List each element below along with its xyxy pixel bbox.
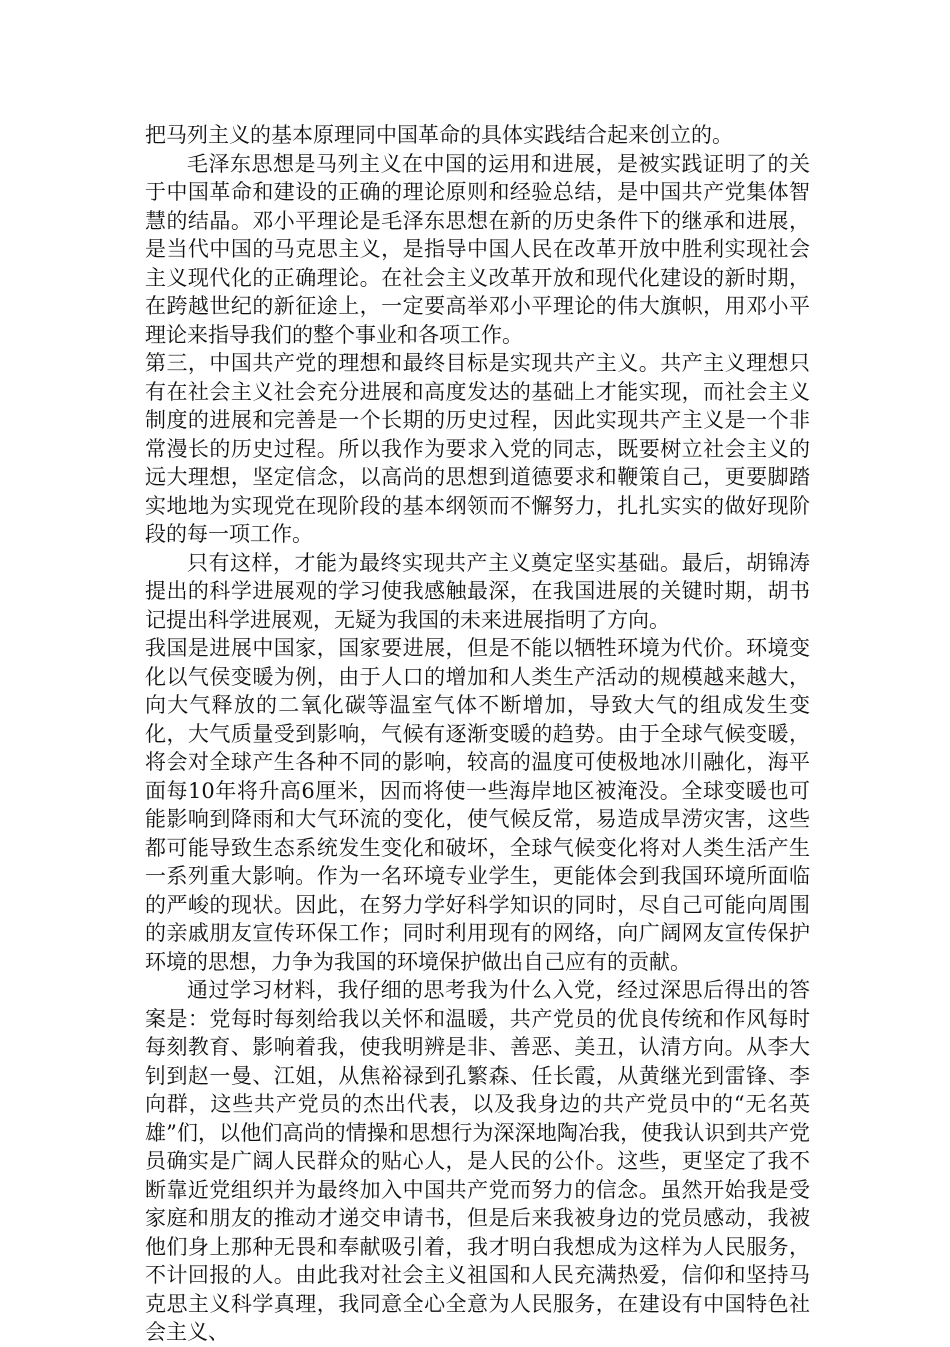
paragraph-3: 第三，中国共产党的理想和最终目标是实现共产主义。共产主义理想只有在社会主义社会充分进展和高度发达的基础上才能实现，而社会主义制度的进展和完善是一个长期的历史过程，因此实现共产主义是一个非常漫长的历史过程。所以我作为要求入党的同志，既要树立社会主义的远大理想，坚定信念，以高尚的思想到道德要求和鞭策自己，更要脚踏实地地为实现党在现阶段的基本纲领而不懈努力，扎扎实实的做好现阶段的每一项工作。 <box>145 351 810 546</box>
paragraph-5: 我国是进展中国家，国家要进展，但是不能以牺牲环境为代价。环境变化以气侯变暖为例，由于人口的增加和人类生产活动的规模越来越大，向大气释放的二氧化碳等温室气体不断增加，导致大气的组成发生变化，大气质量受到影响，气候有逐渐变暖的趋势。由于全球气候变暖，将会对全球产生各种不同的影响，较高的温度可使极地冰川融化，海平面每10年将升高6厘米，因而将使一些海岸地区被淹没。全球变暖也可能影响到降雨和大气环流的变化，使气候反常，易造成旱涝灾害，这些都可能导致生态系统发生变化和破坏，全球气候变化将对人类生活产生一系列重大影响。作为一名环境专业学生，更能体会到我国环境所面临的严峻的现状。因此，在努力学好科学知识的同时，尽自己可能向周围的亲戚朋友宣传环保工作；同时利用现有的网络，向广阔网友宣传保护环境的思想，力争为我国的环境保护做出自己应有的贡献。 <box>145 636 810 974</box>
paragraph-4: 只有这样，才能为最终实现共产主义奠定坚实基础。最后，胡锦涛提出的科学进展观的学习使我感触最深，在我国进展的关键时期，胡书记提出科学进展观，无疑为我国的未来进展指明了方向。 <box>145 550 810 632</box>
paragraph-1: 把马列主义的基本原理同中国革命的具体实践结合起来创立的。 <box>145 123 733 147</box>
paragraph-2: 毛泽东思想是马列主义在中国的运用和进展，是被实践证明了的关于中国革命和建设的正确的理论原则和经验总结，是中国共产党集体智慧的结晶。邓小平理论是毛泽东思想在新的历史条件下的继承和进展，是当代中国的马克思主义，是指导中国人民在改革开放中胜利实现社会主义现代化的正确理论。在社会主义改革开放和现代化建设的新时期，在跨越世纪的新征途上，一定要高举邓小平理论的伟大旗帜，用邓小平理论来指导我们的整个事业和各项工作。 <box>145 151 810 347</box>
document-page <box>145 121 810 1347</box>
paragraph-6: 通过学习材料，我仔细的思考我为什么入党，经过深思后得出的答案是：党每时每刻给我以关怀和温暖，共产党员的优良传统和作风每时每刻教育、影响着我，使我明辨是非、善恶、美丑，认清方向。从李大钊到赵一曼、江姐，从焦裕禄到孔繁森、任长霞，从黄继光到雷锋、李向群，这些共产党员的杰出代表，以及我身边的共产党员中的“无名英雄”们，以他们高尚的情操和思想行为深深地陶冶我，使我认识到共产党员确实是广阔人民群众的贴心人，是人民的公仆。这些，更坚定了我不断靠近党组织并为最终加入中国共产党而努力的信念。虽然开始我是受家庭和朋友的推动才递交申请书，但是后来我被身边的党员感动，我被他们身上那种无畏和奉献吸引着，我才明白我想成为这样为人民服务，不计回报的人。由此我对社会主义祖国和人民充满热爱，信仰和坚持马克思主义科学真理，我同意全心全意为人民服务，在建设有中国特色社会主义、 <box>145 978 810 1344</box>
